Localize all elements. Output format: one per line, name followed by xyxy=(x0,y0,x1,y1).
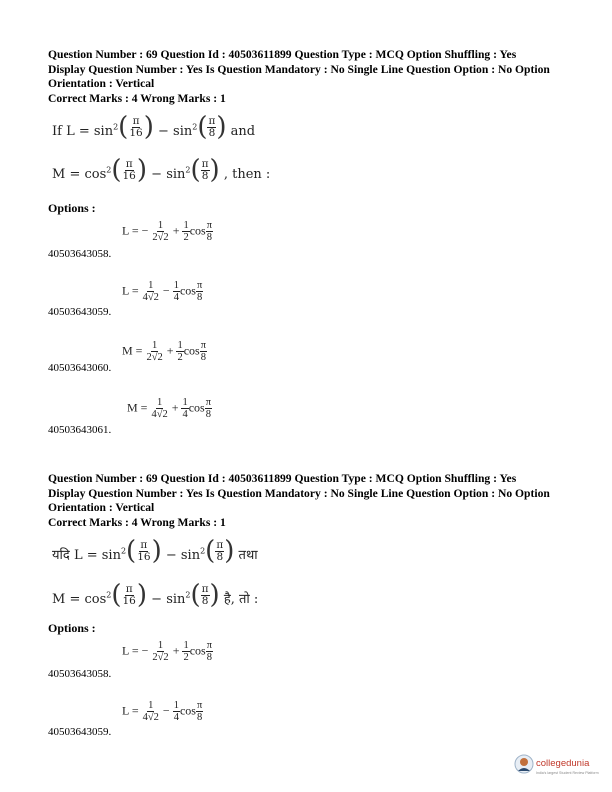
question-and: and xyxy=(230,124,256,139)
option-id: 40503643060. xyxy=(48,362,112,374)
option-id: 40503643059. xyxy=(48,306,112,318)
question-and: तथा xyxy=(238,548,258,563)
options-label: Options : xyxy=(48,621,96,635)
watermark-tagline: India's largest Student Review Platform xyxy=(536,771,599,775)
collegedunia-watermark xyxy=(513,752,603,780)
question-prefix: If xyxy=(52,124,62,139)
question-line-M: $M = \cos^2$ ( $\frac{\pi}{16}$ ) − $\sin^2$ ( $\frac{\pi}{8}$ ) , then : xyxy=(52,155,271,185)
option-3-formula: M = $\frac{1}{2√2}$ + $\frac{1}{2}$ cos $\frac{\pi}{8}$ xyxy=(122,340,207,363)
question-line-L: If $L = \sin^2$ ( $\frac{\pi}{16}$ ) − $\sin^2$ ( $\frac{\pi}{8}$ ) and xyxy=(52,112,256,142)
option-id: 40503643058. xyxy=(48,248,112,260)
marks-line: Correct Marks : 4 Wrong Marks : 1 xyxy=(48,515,226,529)
header-line: Question Number : 69 Question Id : 40503611899 Question Type : MCQ Option Shuffling : Yes xyxy=(48,472,517,485)
options-label: Options : xyxy=(48,201,96,215)
option-id: 40503643061. xyxy=(48,424,112,436)
option-4-formula: M = $\frac{1}{4√2}$ + $\frac{1}{4}$ cos $\frac{\pi}{8}$ xyxy=(127,397,212,420)
question-then: , then : xyxy=(223,167,271,182)
watermark-brand: collegedunia xyxy=(536,758,590,769)
header-line: Orientation : Vertical xyxy=(48,77,155,90)
question-then: है, तो : xyxy=(223,592,259,607)
question-line-M-hindi: $M = \cos^2$ ( $\frac{\pi}{16}$ ) − $\sin^2$ ( $\frac{\pi}{8}$ ) है, तो : xyxy=(52,580,259,610)
header-line: Display Question Number : Yes Is Question Mandatory : No Single Line Question Option : No Option xyxy=(48,62,550,76)
option-id: 40503643058. xyxy=(48,668,112,680)
question-header-2 xyxy=(48,472,578,530)
question-prefix: यदि xyxy=(52,548,70,563)
question-line-L-hindi: यदि $L = \sin^2$ ( $\frac{\pi}{16}$ ) − $\sin^2$ ( $\frac{\pi}{8}$ ) तथा xyxy=(52,536,258,566)
collegedunia-logo-icon xyxy=(513,752,603,780)
option-1-formula: L = − $\frac{1}{2√2}$ + $\frac{1}{2}$ cos $\frac{\pi}{8}$ xyxy=(122,220,213,243)
option-2-formula-hindi: L = $\frac{1}{4√2}$ − $\frac{1}{4}$ cos $\frac{\pi}{8}$ xyxy=(122,700,203,723)
marks-line: Correct Marks : 4 Wrong Marks : 1 xyxy=(48,91,226,105)
option-id: 40503643059. xyxy=(48,726,112,738)
option-1-formula-hindi: L = − $\frac{1}{2√2}$ + $\frac{1}{2}$ cos $\frac{\pi}{8}$ xyxy=(122,640,213,663)
header-line: Display Question Number : Yes Is Question Mandatory : No Single Line Question Option : No Option xyxy=(48,486,550,500)
option-2-formula: L = $\frac{1}{4√2}$ − $\frac{1}{4}$ cos $\frac{\pi}{8}$ xyxy=(122,280,203,303)
question-header-1 xyxy=(48,48,578,106)
header-line: Question Number : 69 Question Id : 40503611899 Question Type : MCQ Option Shuffling : Yes xyxy=(48,48,517,61)
header-line: Orientation : Vertical xyxy=(48,501,155,514)
